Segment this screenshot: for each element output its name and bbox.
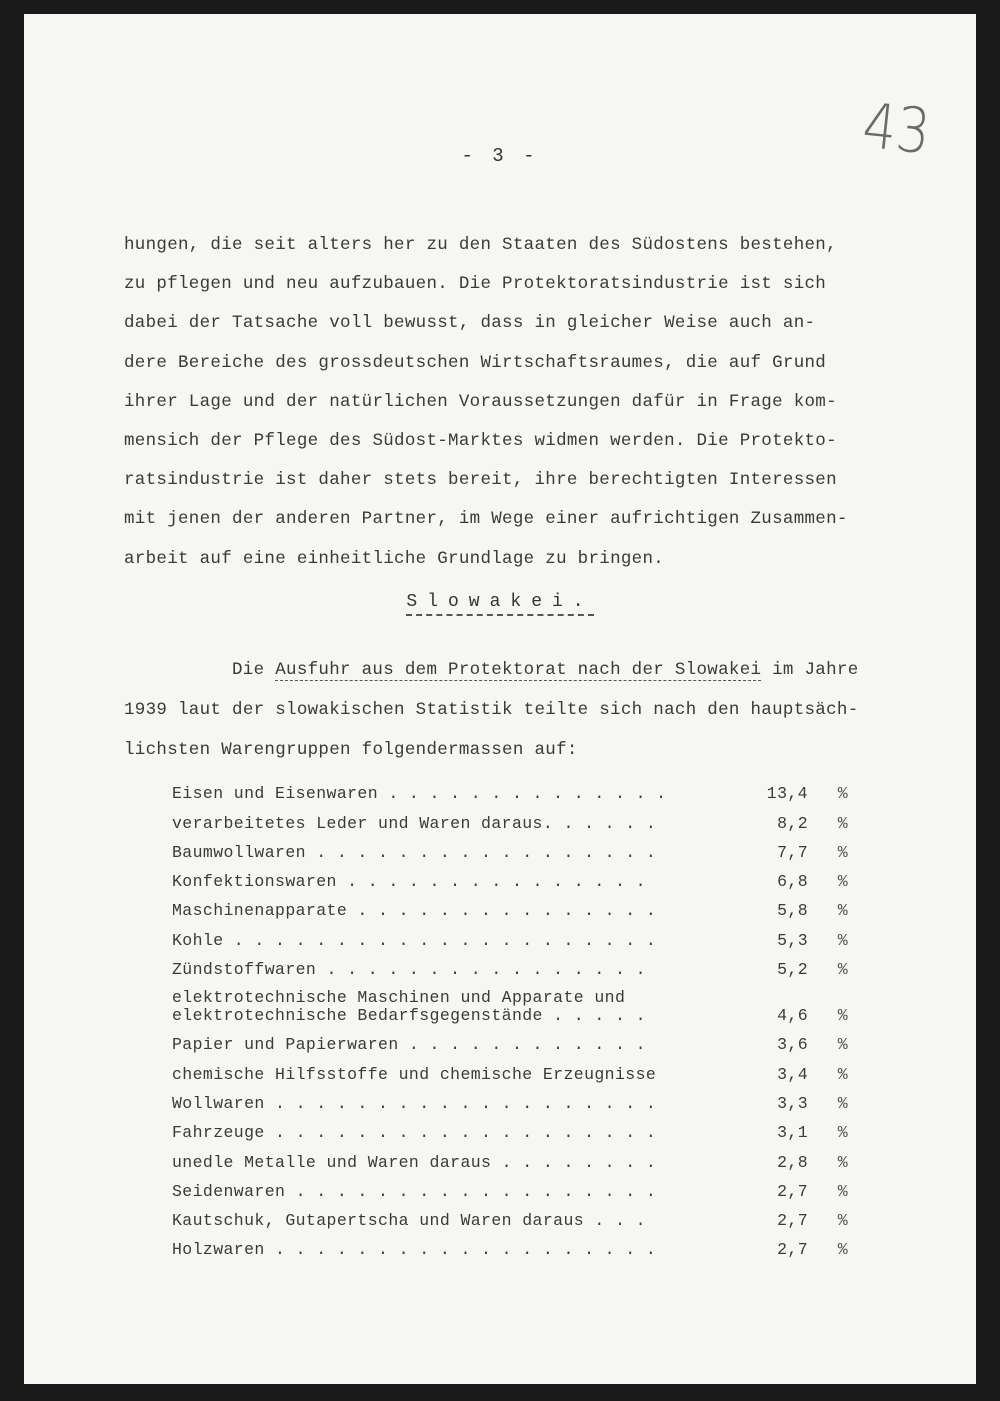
row-label-line: Kautschuk, Gutapertscha und Waren daraus . . .	[172, 1212, 646, 1231]
table-row	[172, 1025, 892, 1054]
row-label	[172, 815, 738, 833]
intro-line: 1939 laut der slowakischen Statistik teilte sich nach den hauptsäch-	[124, 699, 859, 720]
row-value: 3,6	[777, 1035, 808, 1055]
table-row	[172, 920, 892, 949]
paragraph-line: arbeit auf eine einheitliche Grundlage zu bringen.	[124, 548, 665, 569]
handwritten-page-number: 43	[859, 88, 934, 169]
row-label	[172, 902, 738, 920]
row-label	[172, 1154, 738, 1172]
intro-line	[124, 651, 944, 691]
row-label-line: Holzwaren . . . . . . . . . . . . . . . . . . .	[172, 1241, 657, 1260]
row-label	[172, 1124, 738, 1142]
row-unit: %	[837, 1093, 848, 1113]
table-row	[172, 979, 892, 1025]
row-unit: %	[837, 842, 848, 862]
row-label-line: chemische Hilfsstoffe und chemische Erzeugnisse	[172, 1065, 657, 1084]
row-label-line: Papier und Papierwaren . . . . . . . . . . . .	[172, 1036, 646, 1055]
row-label-line: Konfektionswaren . . . . . . . . . . . . . . .	[172, 873, 646, 892]
row-label-line: Baumwollwaren . . . . . . . . . . . . . . . . .	[172, 843, 657, 862]
intro-prefix: Die	[232, 660, 276, 680]
row-value: 2,7	[777, 1240, 808, 1260]
table-row	[172, 1172, 892, 1201]
row-label-line: verarbeitetes Leder und Waren daraus. . . . . .	[172, 814, 657, 833]
table-row	[172, 1084, 892, 1113]
intro-line: lichsten Warengruppen folgendermassen auf:	[124, 739, 578, 760]
row-unit: %	[837, 1211, 848, 1231]
row-value: 3,1	[777, 1123, 808, 1143]
paragraph-line: dere Bereiche des grossdeutschen Wirtschaftsraumes, die auf Grund	[124, 352, 827, 373]
row-label	[172, 844, 738, 862]
paragraph-line: hungen, die seit alters her zu den Staaten des Südostens bestehen,	[124, 235, 837, 255]
row-unit: %	[837, 1152, 848, 1172]
section-heading-text: Slowakei.	[406, 592, 593, 616]
row-unit: %	[837, 1240, 848, 1260]
table-row	[172, 774, 892, 803]
paragraph-line: dabei der Tatsache voll bewusst, dass in gleicher Weise auch an-	[124, 313, 816, 334]
table-row	[172, 1230, 892, 1259]
row-label-line: unedle Metalle und Waren daraus . . . . . . . .	[172, 1153, 657, 1172]
row-value: 5,3	[777, 930, 808, 950]
intro-suffix: im Jahre	[761, 660, 859, 680]
table-row	[172, 862, 892, 891]
row-label-line: Maschinenapparate . . . . . . . . . . . . . . .	[172, 902, 657, 921]
row-value: 8,2	[777, 813, 808, 833]
row-unit: %	[837, 960, 848, 980]
row-label	[172, 932, 738, 950]
row-value: 6,8	[777, 872, 808, 892]
row-value: 3,4	[777, 1064, 808, 1084]
row-value: 5,2	[777, 960, 808, 980]
row-label	[172, 1183, 738, 1201]
table-row	[172, 803, 892, 832]
export-table	[172, 774, 892, 1259]
section-heading	[24, 592, 976, 612]
row-unit: %	[837, 813, 848, 833]
paragraph-line: ihrer Lage und der natürlichen Voraussetzungen dafür in Frage kom-	[124, 391, 837, 412]
table-row	[172, 833, 892, 862]
row-label-line: Seidenwaren . . . . . . . . . . . . . . . . . .	[172, 1182, 657, 1201]
table-row	[172, 1142, 892, 1171]
row-unit: %	[837, 1064, 848, 1084]
row-unit: %	[837, 1035, 848, 1055]
row-unit: %	[837, 872, 848, 892]
row-label	[172, 989, 738, 1025]
row-unit: %	[837, 1006, 848, 1026]
row-unit: %	[837, 784, 848, 804]
row-label	[172, 785, 738, 803]
row-value: 4,6	[777, 1006, 808, 1026]
row-label-line: elektrotechnische Maschinen und Apparate und	[172, 989, 626, 1008]
row-unit: %	[837, 1181, 848, 1201]
row-value: 2,7	[777, 1211, 808, 1231]
paragraph-line: zu pflegen und neu aufzubauen. Die Protektoratsindustrie ist sich	[124, 274, 827, 295]
row-value: 2,8	[777, 1152, 808, 1172]
row-value: 2,7	[777, 1181, 808, 1201]
row-value: 7,7	[777, 842, 808, 862]
underlined-phrase: Ausfuhr aus dem Protektorat nach der Slowakei	[275, 660, 762, 680]
row-value: 3,3	[777, 1093, 808, 1113]
row-label	[172, 1066, 738, 1084]
table-row	[172, 1054, 892, 1083]
paragraph-line: ratsindustrie ist daher stets bereit, ihre berechtigten Interessen	[124, 470, 837, 491]
row-label-line: Eisen und Eisenwaren . . . . . . . . . . . . . .	[172, 785, 667, 804]
row-label	[172, 1241, 738, 1259]
page-number: - 3 -	[461, 145, 539, 167]
document-page	[24, 14, 976, 1384]
paragraph-line: mensich der Pflege des Südost-Marktes widmen werden. Die Protekto-	[124, 431, 837, 452]
table-row	[172, 1201, 892, 1230]
body-paragraph	[124, 226, 924, 579]
paragraph-line: mit jenen der anderen Partner, im Wege einer aufrichtigen Zusammen-	[124, 509, 848, 530]
row-unit: %	[837, 1123, 848, 1143]
row-label-line: Wollwaren . . . . . . . . . . . . . . . . . . .	[172, 1094, 657, 1113]
row-unit: %	[837, 930, 848, 950]
table-row	[172, 1113, 892, 1142]
table-row	[172, 950, 892, 979]
row-label-line: Zündstoffwaren . . . . . . . . . . . . . . . .	[172, 961, 646, 980]
row-label	[172, 1212, 738, 1230]
intro-paragraph	[124, 651, 944, 770]
row-unit: %	[837, 901, 848, 921]
row-label-line: Kohle . . . . . . . . . . . . . . . . . . . . .	[172, 931, 657, 950]
row-label	[172, 873, 738, 891]
row-label-line: elektrotechnische Bedarfsgegenstände . . . . .	[172, 1006, 646, 1026]
table-row	[172, 891, 892, 920]
row-value: 13,4	[766, 784, 808, 804]
row-label	[172, 1095, 738, 1113]
row-label	[172, 961, 738, 979]
row-value: 5,8	[777, 901, 808, 921]
row-label	[172, 1036, 738, 1054]
row-label-line: Fahrzeuge . . . . . . . . . . . . . . . . . . .	[172, 1124, 657, 1143]
